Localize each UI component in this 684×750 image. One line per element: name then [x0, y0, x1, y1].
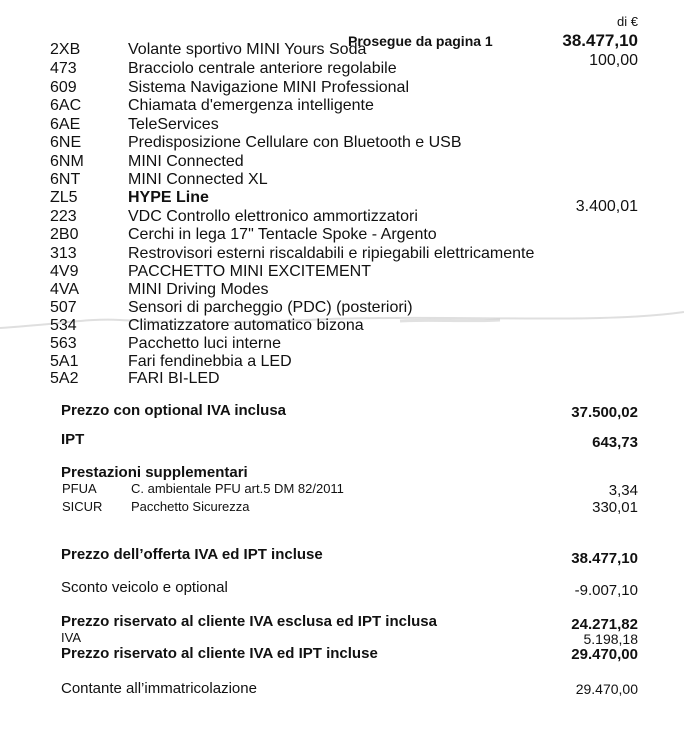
option-description: FARI BI-LED — [128, 370, 220, 387]
cash-label: Contante all’immatricolazione — [61, 680, 257, 697]
option-code: 6AC — [50, 97, 82, 114]
option-description: Pacchetto luci interne — [128, 335, 281, 352]
option-row — [0, 79, 684, 96]
option-description: TeleServices — [128, 116, 219, 133]
option-description: Fari fendinebbia a LED — [128, 353, 292, 370]
supplementary-heading: Prestazioni supplementari — [61, 464, 248, 481]
discount-label: Sconto veicolo e optional — [61, 579, 228, 596]
option-description: Cerchi in lega 17" Tentacle Spoke - Argento — [128, 226, 437, 243]
option-row — [0, 52, 684, 77]
supplementary-description: Pacchetto Sicurezza — [131, 499, 250, 514]
option-description: PACCHETTO MINI EXCITEMENT — [128, 263, 371, 280]
supplementary-value: 3,34 — [608, 482, 638, 499]
option-code: 507 — [50, 299, 77, 316]
option-description: Climatizzatore automatico bizona — [128, 317, 364, 334]
reserved-excl-label: Prezzo riservato al cliente IVA esclusa ed IPT inclusa — [61, 613, 437, 630]
option-code: 609 — [50, 79, 77, 96]
option-row — [0, 263, 684, 280]
option-code: 5A1 — [50, 353, 79, 370]
option-price: 3.400,01 — [575, 198, 638, 215]
discount-value: -9.007,10 — [574, 582, 638, 599]
supplementary-description: C. ambientale PFU art.5 DM 82/2011 — [131, 481, 344, 496]
option-row — [0, 245, 684, 262]
option-code: 6AE — [50, 116, 81, 133]
option-description: Restrovisori esterni riscaldabili e ripiegabili elettricamente — [128, 245, 535, 262]
option-description: Volante sportivo MINI Yours Soda — [128, 41, 367, 58]
option-row — [0, 226, 684, 243]
option-row — [0, 281, 684, 298]
reserved-excl-value: 24.271,82 — [571, 616, 638, 633]
carried-total: 38.477,10 — [562, 31, 638, 50]
option-row — [0, 335, 684, 352]
option-code: 563 — [50, 335, 77, 352]
option-code: 223 — [50, 208, 77, 225]
option-description: Chiamata d'emergenza intelligente — [128, 97, 374, 114]
option-code: 6NM — [50, 153, 84, 170]
optional-total-label: Prezzo con optional IVA inclusa — [61, 402, 287, 419]
option-row — [0, 97, 684, 114]
option-description: Sistema Navigazione MINI Professional — [128, 79, 410, 96]
option-row — [0, 370, 684, 387]
optional-total-value: 37.500,02 — [571, 404, 638, 421]
option-description: VDC Controllo elettronico ammortizzatori — [128, 208, 418, 225]
option-code: 313 — [50, 245, 77, 262]
option-row — [0, 41, 684, 58]
supplementary-code: PFUA — [62, 481, 97, 496]
option-row — [0, 153, 684, 170]
option-code: 6NE — [50, 134, 82, 151]
reserved-incl-value: 29.470,00 — [571, 646, 638, 663]
supplementary-value: 330,01 — [592, 499, 638, 516]
reserved-incl-label: Prezzo riservato al cliente IVA ed IPT incluse — [61, 645, 378, 662]
offer-total-value: 38.477,10 — [571, 550, 638, 567]
option-code: 534 — [50, 317, 77, 334]
option-code: 2B0 — [50, 226, 79, 243]
option-code: 5A2 — [50, 370, 79, 387]
supplementary-code: SICUR — [62, 499, 103, 514]
option-code: 4V9 — [50, 263, 79, 280]
cash-value: 29.470,00 — [575, 681, 638, 697]
iva-label: IVA — [61, 630, 81, 645]
option-description: HYPE Line — [128, 189, 209, 206]
option-row — [0, 171, 684, 188]
ipt-label: IPT — [61, 431, 85, 448]
option-code: 473 — [50, 60, 77, 77]
option-description: Predisposizione Cellulare con Bluetooth e USB — [128, 134, 462, 151]
option-code: ZL5 — [50, 189, 78, 206]
option-description: Sensori di parcheggio (PDC) (posteriori) — [128, 299, 413, 316]
option-code: 4VA — [50, 281, 80, 298]
option-row — [0, 134, 684, 151]
option-row — [0, 189, 684, 215]
option-price: 100,00 — [589, 52, 638, 69]
option-description: MINI Driving Modes — [128, 281, 269, 298]
option-row — [0, 353, 684, 370]
option-code: 6NT — [50, 171, 81, 188]
option-row — [0, 317, 684, 334]
currency-note: di € — [617, 14, 638, 29]
iva-value: 5.198,18 — [583, 631, 638, 647]
option-description: MINI Connected — [128, 153, 244, 170]
option-description: MINI Connected XL — [128, 171, 268, 188]
option-row — [0, 116, 684, 133]
option-description: Bracciolo centrale anteriore regolabile — [128, 60, 397, 77]
continued-heading: Prosegue da pagina 1 — [348, 33, 493, 49]
option-row — [0, 208, 684, 225]
option-code: 2XB — [50, 41, 81, 58]
ipt-value: 643,73 — [592, 434, 638, 451]
option-row — [0, 299, 684, 316]
offer-total-label: Prezzo dell’offerta IVA ed IPT incluse — [61, 546, 323, 563]
